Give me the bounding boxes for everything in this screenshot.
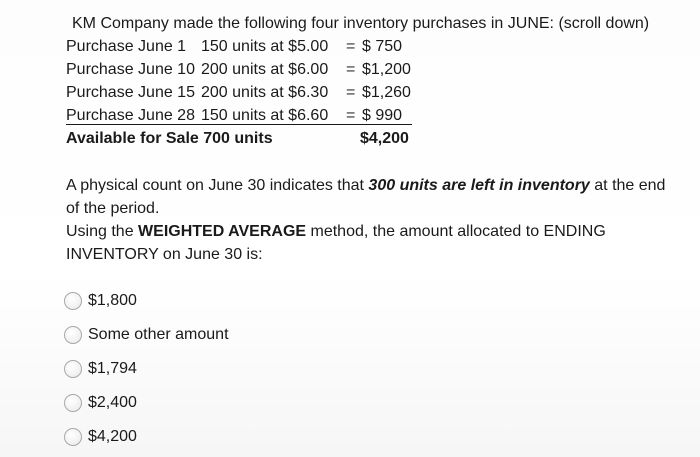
equals-sign: = <box>346 61 356 78</box>
radio-button[interactable] <box>64 292 82 310</box>
question-text-part: Using the <box>66 223 139 240</box>
purchase-units: 150 units at $6.60 <box>201 107 329 124</box>
total-label: Available for Sale 700 units <box>66 130 273 147</box>
question-text-part: at the end of the period. <box>66 177 666 217</box>
radio-button[interactable] <box>64 394 82 412</box>
purchase-label: Purchase June 15 <box>66 84 195 101</box>
total-underline <box>66 124 412 125</box>
method-text: WEIGHTED AVERAGE <box>138 223 307 240</box>
purchase-label: Purchase June 28 <box>66 107 195 124</box>
emphasis-text: 300 units are left in inventory <box>368 177 590 194</box>
purchase-units: 200 units at $6.30 <box>201 84 329 101</box>
answer-option[interactable] <box>64 386 229 420</box>
answer-option-label[interactable]: $1,794 <box>88 360 137 377</box>
question-paragraph-1 <box>66 174 676 220</box>
answer-option[interactable] <box>64 352 229 386</box>
answer-option[interactable] <box>64 284 229 318</box>
purchase-label: Purchase June 1 <box>66 38 187 55</box>
total-amount: $4,200 <box>360 130 409 147</box>
purchase-units: 150 units at $5.00 <box>201 38 329 55</box>
answer-option[interactable] <box>64 420 229 454</box>
equals-sign: = <box>346 84 356 101</box>
purchase-label: Purchase June 10 <box>66 61 195 78</box>
equals-sign: = <box>346 107 356 124</box>
question-paragraph-2 <box>66 220 676 266</box>
intro-text: KM Company made the following four inventory purchases in JUNE: (scroll down) <box>72 15 650 32</box>
purchase-amount: $1,200 <box>362 61 411 78</box>
answer-option-label[interactable]: Some other amount <box>88 326 229 343</box>
purchase-amount: $ 750 <box>362 38 403 55</box>
purchase-amount: $1,260 <box>362 84 411 101</box>
radio-button[interactable] <box>64 428 82 446</box>
question-text-part: A physical count on June 30 indicates that <box>66 177 369 194</box>
question-text-part: method, the amount allocated to ENDING INVENTORY on June 30 is: <box>66 223 606 263</box>
question-text <box>66 174 676 266</box>
answer-option[interactable] <box>64 318 229 352</box>
purchase-amount: $ 990 <box>362 107 403 124</box>
answer-option-label[interactable]: $2,400 <box>88 394 137 411</box>
answer-options <box>64 284 229 454</box>
equals-sign: = <box>346 38 356 55</box>
purchase-units: 200 units at $6.00 <box>201 61 329 78</box>
radio-button[interactable] <box>64 326 82 344</box>
answer-option-label[interactable]: $1,800 <box>88 292 137 309</box>
radio-button[interactable] <box>64 360 82 378</box>
answer-option-label[interactable]: $4,200 <box>88 428 137 445</box>
